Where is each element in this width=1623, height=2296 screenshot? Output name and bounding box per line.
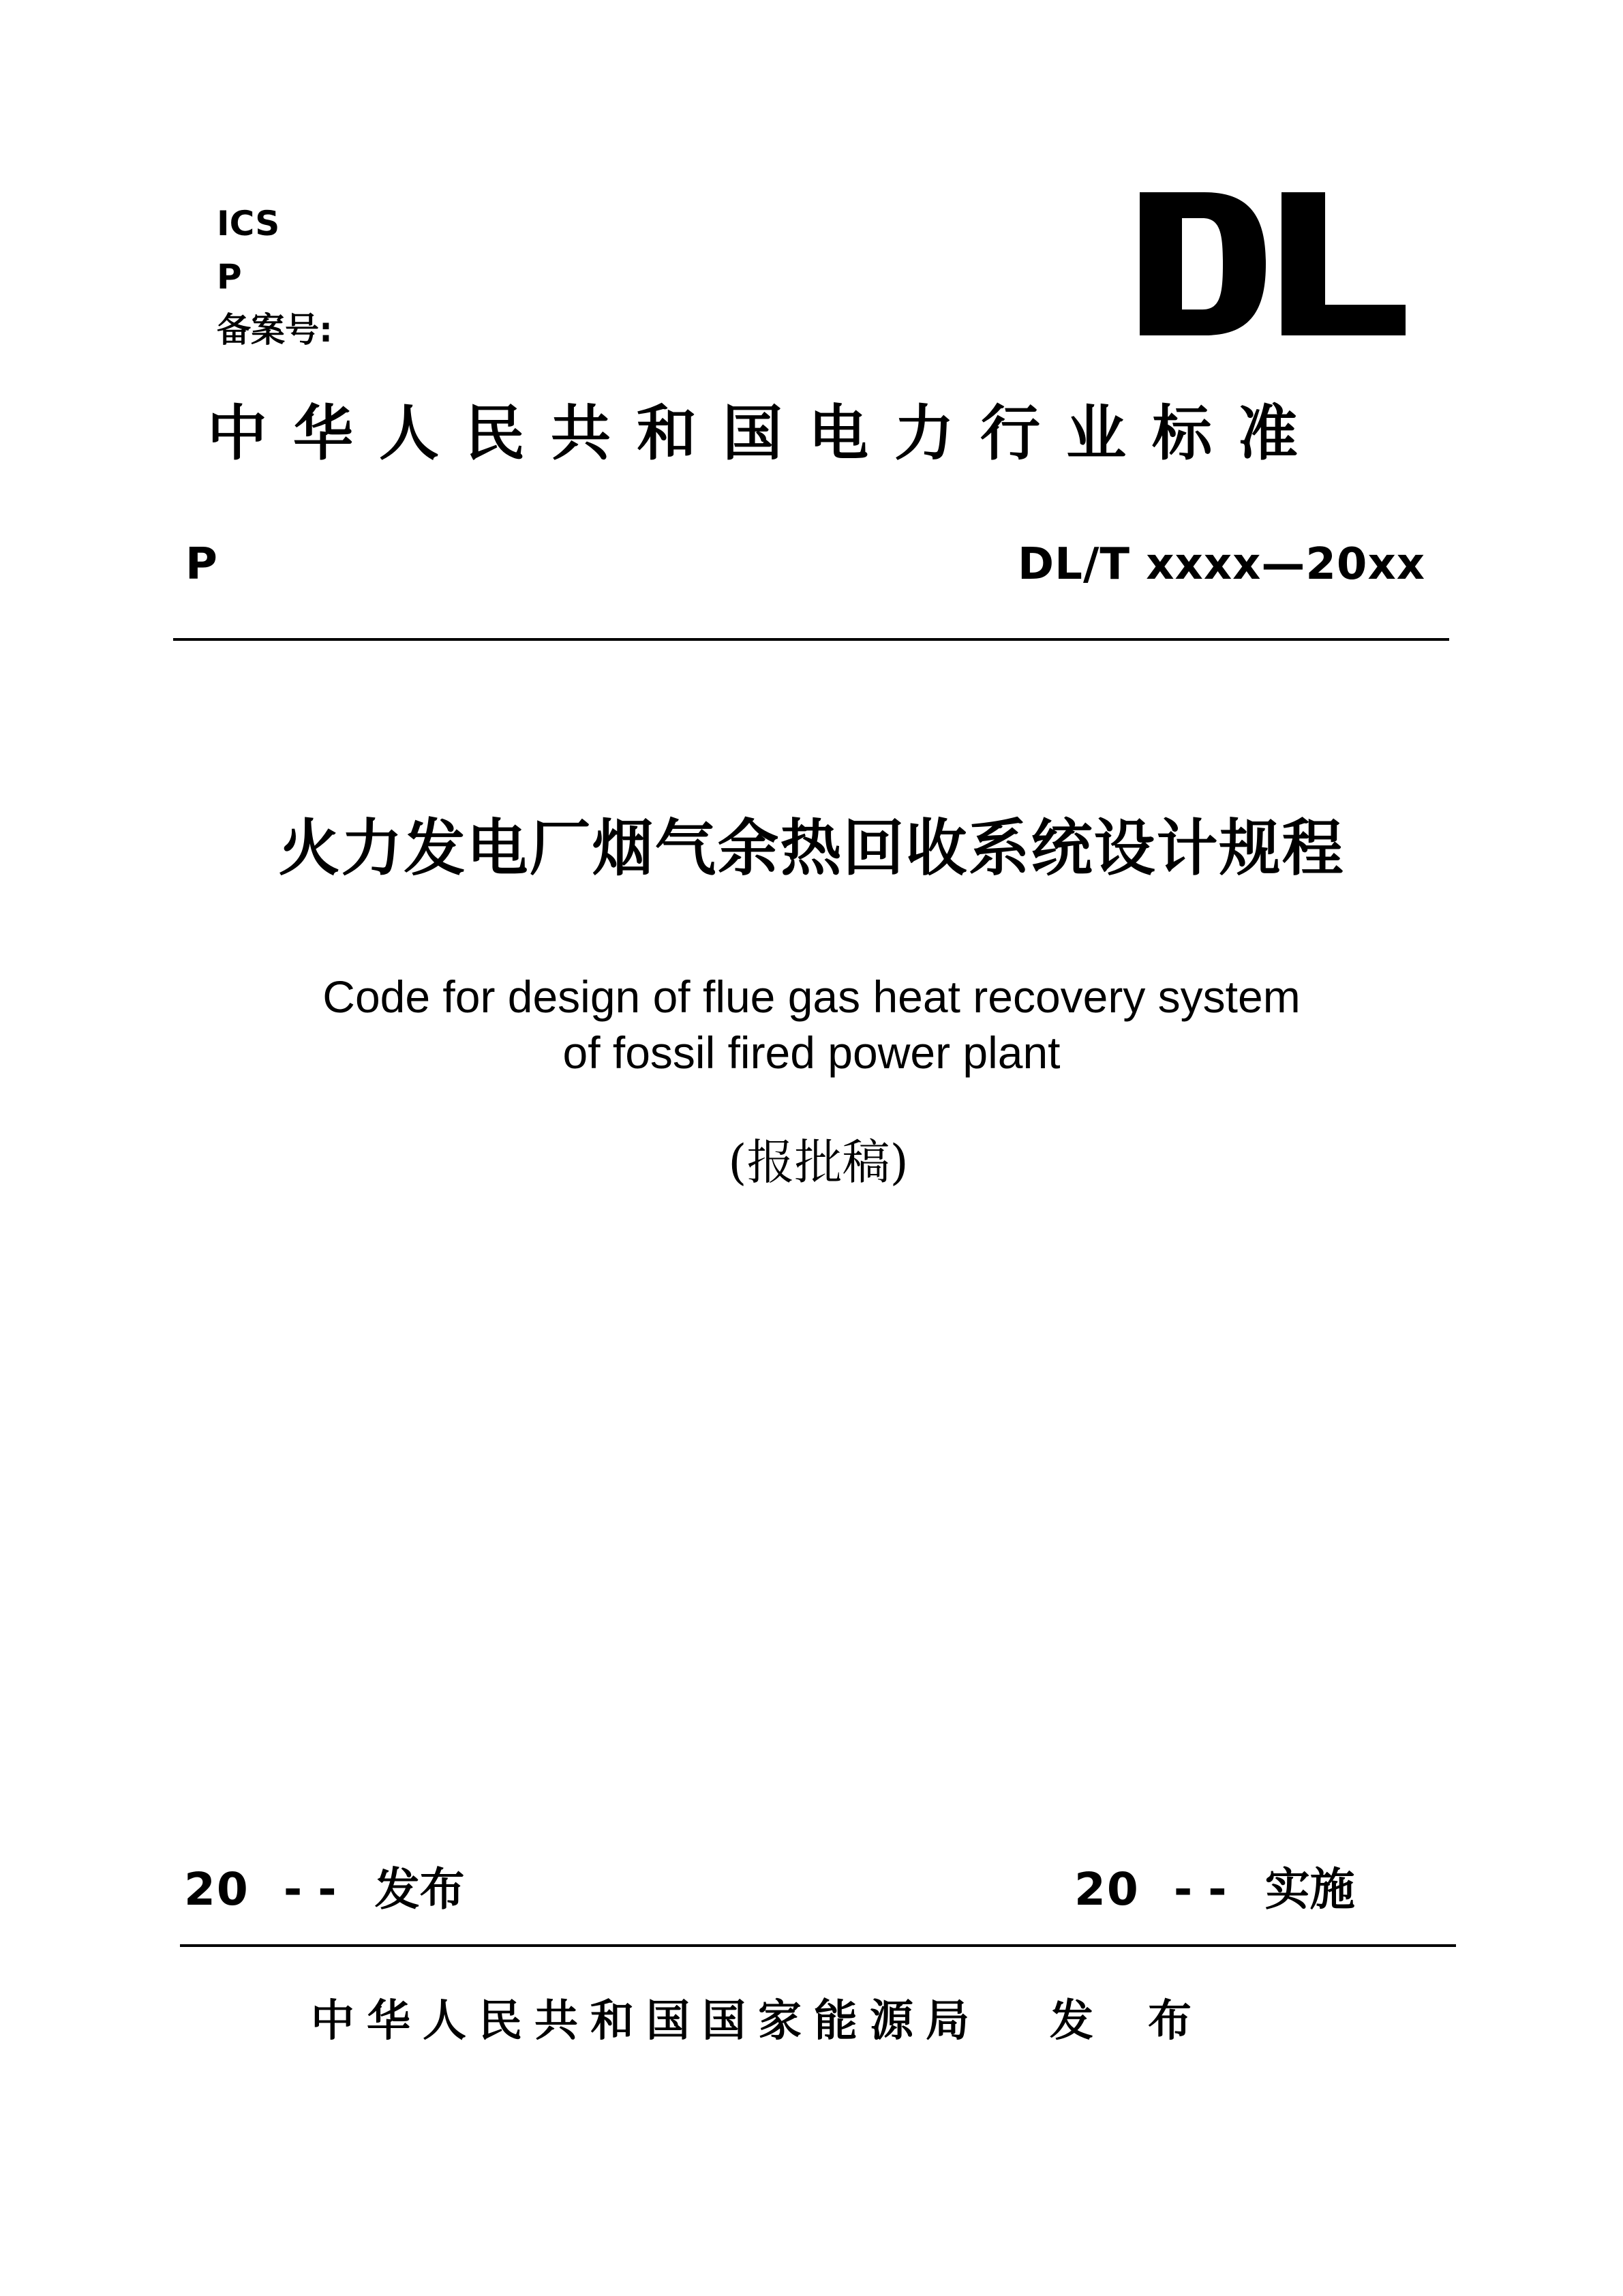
issue-date-dashes: - - xyxy=(283,1863,337,1916)
publisher-name: 中华人民共和国国家能源局 xyxy=(311,1996,982,2046)
issue-year: 20 xyxy=(184,1863,249,1916)
issue-date xyxy=(184,1861,465,1918)
category-letter: P xyxy=(217,257,242,297)
dl-logo xyxy=(1140,192,1406,335)
header-divider xyxy=(173,638,1449,641)
implementation-date xyxy=(1074,1861,1355,1918)
implementation-date-dashes: - - xyxy=(1173,1863,1227,1916)
filing-number-label: 备案号: xyxy=(217,310,333,350)
implementation-label: 实施 xyxy=(1264,1863,1355,1916)
ics-label: ICS xyxy=(217,204,280,243)
issue-label: 发布 xyxy=(374,1863,465,1916)
publish-label: 发布 xyxy=(1050,1996,1246,2046)
industry-standard-title: 中华人民共和国电力行业标准 xyxy=(207,397,1324,468)
implementation-year: 20 xyxy=(1074,1863,1140,1916)
document-title-cn: 火力发电厂烟气余热回收系统设计规程 xyxy=(278,813,1345,884)
publisher-line xyxy=(311,1994,1246,2049)
classification-code: P xyxy=(185,539,217,590)
document-title-en-line1: Code for design of flue gas heat recovery system xyxy=(322,971,1301,1022)
standard-number: DL/T xxxx—20xx xyxy=(1018,539,1425,590)
footer-divider xyxy=(180,1944,1456,1947)
document-title-en-line2: of fossil fired power plant xyxy=(562,1027,1061,1078)
draft-status: (报批稿) xyxy=(728,1134,909,1190)
